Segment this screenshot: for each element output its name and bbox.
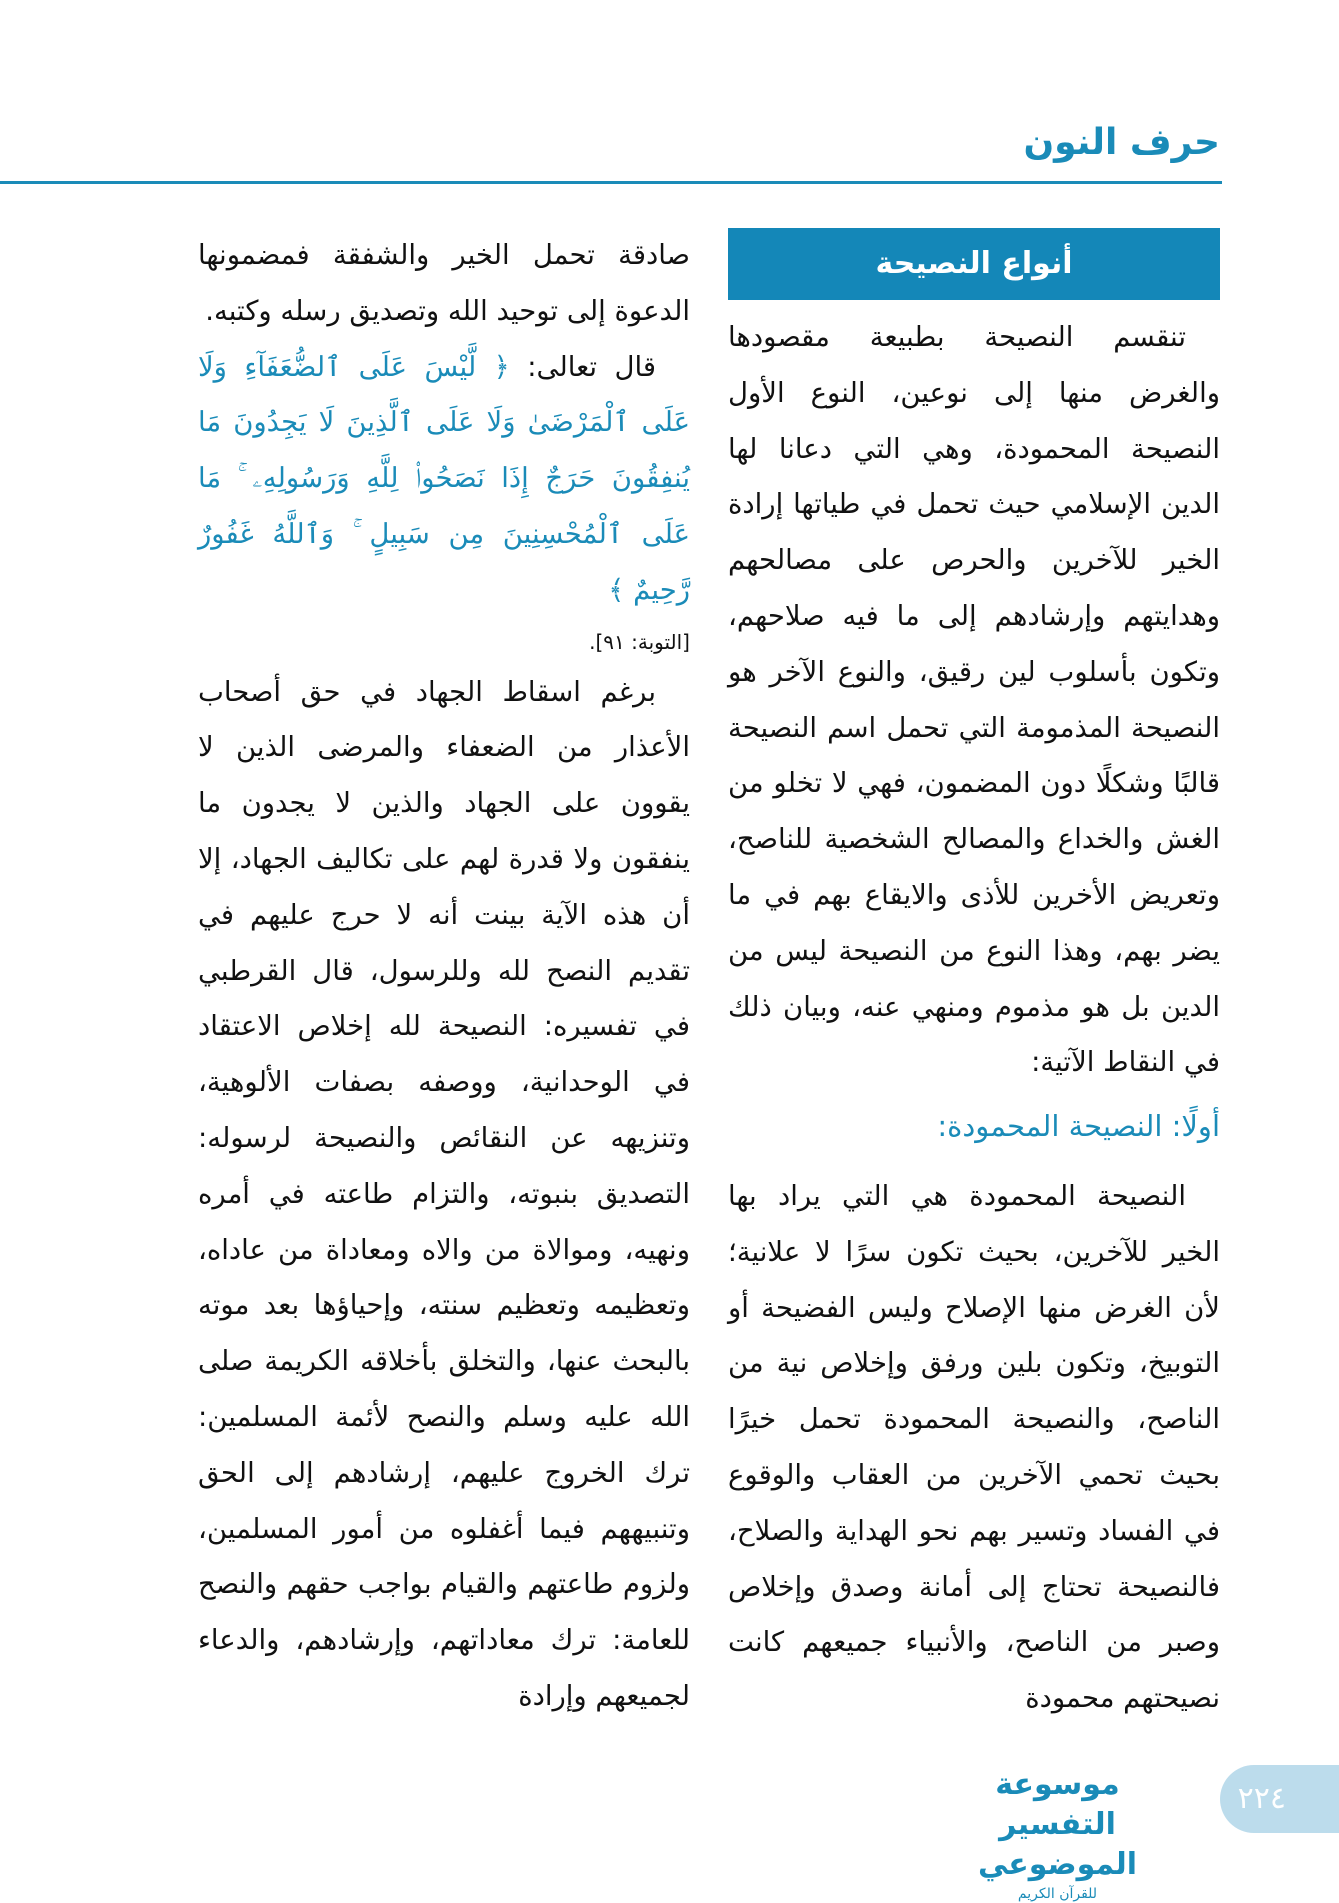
- right-column: [728, 228, 1220, 1727]
- paragraph: صادقة تحمل الخير والشفقة فمضمونها الدعوة إلى توحيد الله وتصديق رسله وكتبه.: [198, 239, 690, 327]
- paragraph: النصيحة المحمودة هي التي يراد بها الخير للآخرين، بحيث تكون سرًا لا علانية؛ لأن الغرض منها الإصلاح وليس الفضيحة أو التوبيخ، وتكون بلين ورفق وإخلاص نية من الناصح، والنصيحة المحمودة تحمل خيرًا بحيث تحمي الآخرين من العقاب والوقوع في الفساد وتسير بهم نحو الهداية والصلاح، فالنصيحة تحتاج إلى أمانة وصدق وإخلاص وصبر من الناصح، والأنبياء جميعهم كانت نصيحتهم محمودة: [728, 1179, 1220, 1715]
- paragraph: تنقسم النصيحة بطبيعة مقصودها والغرض منها إلى نوعين، النوع الأول النصيحة المحمودة، وهي التي دعانا لها الدين الإسلامي حيث تحمل في طياتها إرادة الخير للآخرين والحرص على مصالحهم وهدايتهم وإرشادهم إلى ما فيه صلاحهم، وتكون بأسلوب لين رقيق، والنوع الآخر هو النصيحة المذمومة التي تحمل اسم النصيحة قالبًا وشكلًا دون المضمون، فهي لا تخلو من الغش والخداع والمصالح الشخصية للناصح، وتعريض الأخرين للأذى والايقاع بهم في ما يضر بهم، وهذا النوع من النصيحة ليس من الدين بل هو مذموم ومنهي عنه، وبيان ذلك في النقاط الآتية:: [728, 321, 1220, 1079]
- chapter-header: حرف النون: [1023, 122, 1220, 163]
- quran-verse: ﴿ لَّيْسَ عَلَى ٱلضُّعَفَآءِ وَلَا عَلَى ٱلْمَرْضَىٰ وَلَا عَلَى ٱلَّذِينَ لَا يَجِدُونَ مَا يُنفِقُونَ حَرَجٌ إِذَا نَصَحُوا۟ لِلَّهِ وَرَسُولِهِۦ ۚ مَا عَلَى ٱلْمُحْسِنِينَ مِن سَبِيلٍ ۚ وَٱللَّهُ غَفُورٌ رَّحِيمٌ ﴾: [198, 350, 690, 606]
- header-rule: [0, 181, 1222, 184]
- logo-title: موسوعة التفسير الموضوعي: [977, 1767, 1138, 1882]
- quran-quote: [198, 340, 690, 619]
- page-number: ٢٢٤: [1220, 1765, 1339, 1833]
- section-title: أنواع النصيحة: [728, 228, 1220, 300]
- quote-intro: قال تعالى:: [527, 350, 656, 383]
- logo-subtitle: للقرآن الكريم: [1017, 1886, 1098, 1902]
- left-column: [198, 228, 690, 1725]
- encyclopedia-logo: [935, 1765, 1180, 1903]
- paragraph: برغم اسقاط الجهاد في حق أصحاب الأعذار من الضعفاء والمرضى الذين لا يقوون على الجهاد والذين لا يجدون ما ينفقون ولا قدرة لهم على تكاليف الجهاد، إلا أن هذه الآية بينت أنه لا حرج عليهم في تقديم النصح لله وللرسول، قال القرطبي في تفسيره: النصيحة لله إخلاص الاعتقاد في الوحدانية، ووصفه بصفات الألوهية، وتنزيهه عن النقائص والنصيحة لرسوله: التصديق بنبوته، والتزام طاعته في أمره ونهيه، وموالاة من والاه ومعاداة من عاداه، وتعظيمه وتعظيم سنته، وإحياؤها بعد موته بالبحث عنها، والتخلق بأخلاقه الكريمة صلى الله عليه وسلم والنصح لأئمة المسلمين: ترك الخروج عليهم، إرشادهم إلى الحق وتنبيههم فيما أغفلوه من أمور المسلمين، ولزوم طاعتهم والقيام بواجب حقهم والنصح للعامة: ترك معاداتهم، وإرشادهم، والدعاء لجميعهم وإرادة: [198, 675, 690, 1712]
- verse-reference: [التوبة: ٩١].: [589, 629, 690, 654]
- subheading: أولًا: النصيحة المحمودة:: [937, 1109, 1220, 1144]
